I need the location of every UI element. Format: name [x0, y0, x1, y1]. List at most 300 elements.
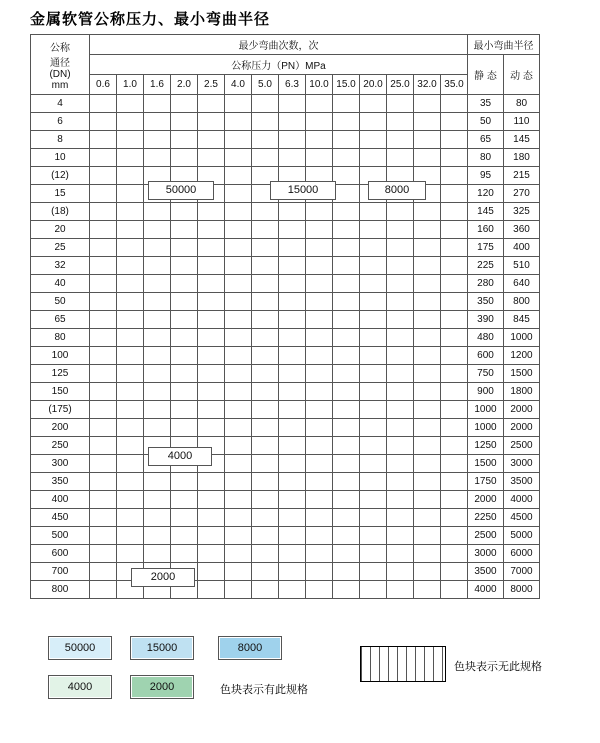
- cell-radius-static: 95: [468, 167, 504, 185]
- cell-pressure: [198, 203, 225, 221]
- cell-pressure: [90, 545, 117, 563]
- cell-pressure: [144, 329, 171, 347]
- cell-dn: 400: [31, 491, 90, 509]
- cell-pressure: [333, 545, 360, 563]
- cell-dn: 40: [31, 275, 90, 293]
- cell-pressure: [279, 545, 306, 563]
- cell-pressure: [252, 455, 279, 473]
- header-pn-value: 1.0: [117, 75, 144, 95]
- legend-box-2000: [130, 675, 194, 699]
- cell-pressure: [333, 383, 360, 401]
- cell-pressure: [252, 329, 279, 347]
- cell-pressure: [171, 113, 198, 131]
- cell-pressure: [252, 257, 279, 275]
- cell-pressure: [414, 275, 441, 293]
- legend-hatch-swatch: [360, 646, 446, 682]
- cell-pressure: [225, 455, 252, 473]
- cell-pressure: [387, 509, 414, 527]
- cell-pressure: [414, 239, 441, 257]
- cell-pressure: [279, 527, 306, 545]
- cell-pressure: [171, 131, 198, 149]
- cell-pressure: [171, 275, 198, 293]
- cell-pressure: [360, 95, 387, 113]
- cell-pressure: [171, 293, 198, 311]
- cell-pressure: [333, 491, 360, 509]
- cell-pressure: [144, 401, 171, 419]
- cell-dn: 25: [31, 239, 90, 257]
- cell-pressure: [414, 401, 441, 419]
- cell-pressure: [117, 131, 144, 149]
- header-pn-value: 25.0: [387, 75, 414, 95]
- cell-pressure: [198, 419, 225, 437]
- cell-pressure: [117, 329, 144, 347]
- cell-pressure: [414, 365, 441, 383]
- cell-pressure: [252, 275, 279, 293]
- cell-pressure: [198, 293, 225, 311]
- cell-pressure: [144, 257, 171, 275]
- cell-radius-dynamic: 640: [504, 275, 540, 293]
- legend-label-50000: 50000: [64, 642, 96, 654]
- cell-pressure: [198, 311, 225, 329]
- cell-pressure: [198, 257, 225, 275]
- overlay-value-box: 4000: [148, 447, 212, 466]
- cell-pressure: [414, 419, 441, 437]
- cell-radius-static: 50: [468, 113, 504, 131]
- cell-pressure: [387, 563, 414, 581]
- cell-pressure: [225, 293, 252, 311]
- cell-pressure: [144, 473, 171, 491]
- cell-pressure: [333, 203, 360, 221]
- legend-box-15000: [130, 636, 194, 660]
- overlay-value-box: 8000: [368, 181, 426, 200]
- table-row: [31, 455, 540, 473]
- cell-pressure: [171, 527, 198, 545]
- cell-pressure: [306, 329, 333, 347]
- cell-pressure: [360, 257, 387, 275]
- cell-pressure: [279, 455, 306, 473]
- cell-pressure: [171, 95, 198, 113]
- cell-pressure: [306, 365, 333, 383]
- legend-box-4000: [48, 675, 112, 699]
- cell-pressure: [117, 239, 144, 257]
- cell-pressure: [198, 149, 225, 167]
- cell-pressure: [90, 185, 117, 203]
- header-pn-value: 1.6: [144, 75, 171, 95]
- cell-pressure: [117, 275, 144, 293]
- cell-pressure: [252, 95, 279, 113]
- cell-pressure: [279, 311, 306, 329]
- cell-pressure: [90, 419, 117, 437]
- table-row: [31, 239, 540, 257]
- cell-pressure: [333, 581, 360, 599]
- cell-radius-static: 750: [468, 365, 504, 383]
- cell-pressure: [306, 149, 333, 167]
- cell-pressure: [252, 563, 279, 581]
- cell-pressure: [387, 239, 414, 257]
- cell-pressure: [90, 329, 117, 347]
- cell-pressure: [441, 545, 468, 563]
- cell-dn: 20: [31, 221, 90, 239]
- table-row: [31, 221, 540, 239]
- header-pn-value: 20.0: [360, 75, 387, 95]
- cell-pressure: [198, 347, 225, 365]
- cell-pressure: [252, 221, 279, 239]
- cell-pressure: [90, 203, 117, 221]
- cell-pressure: [333, 311, 360, 329]
- table-row: [31, 563, 540, 581]
- header-pn-value: 2.0: [171, 75, 198, 95]
- cell-pressure: [225, 473, 252, 491]
- header-pn-value: 4.0: [225, 75, 252, 95]
- cell-pressure: [252, 383, 279, 401]
- legend-label-2000: 2000: [149, 681, 175, 693]
- cell-pressure: [414, 437, 441, 455]
- cell-pressure: [117, 311, 144, 329]
- cell-radius-dynamic: 6000: [504, 545, 540, 563]
- cell-pressure: [333, 293, 360, 311]
- cell-pressure: [198, 545, 225, 563]
- cell-pressure: [387, 419, 414, 437]
- cell-pressure: [90, 527, 117, 545]
- table-row: [31, 95, 540, 113]
- cell-radius-static: 350: [468, 293, 504, 311]
- cell-dn: 50: [31, 293, 90, 311]
- table-row: [31, 365, 540, 383]
- cell-pressure: [252, 347, 279, 365]
- cell-pressure: [90, 131, 117, 149]
- cell-pressure: [252, 437, 279, 455]
- cell-radius-static: 3500: [468, 563, 504, 581]
- table-row: [31, 545, 540, 563]
- cell-dn: 450: [31, 509, 90, 527]
- cell-pressure: [441, 365, 468, 383]
- cell-pressure: [441, 311, 468, 329]
- cell-pressure: [333, 131, 360, 149]
- cell-pressure: [333, 347, 360, 365]
- cell-pressure: [441, 527, 468, 545]
- cell-dn: 350: [31, 473, 90, 491]
- table-row: [31, 581, 540, 599]
- cell-pressure: [441, 347, 468, 365]
- cell-pressure: [225, 545, 252, 563]
- cell-pressure: [198, 563, 225, 581]
- cell-radius-static: 1250: [468, 437, 504, 455]
- cell-pressure: [387, 311, 414, 329]
- cell-pressure: [117, 545, 144, 563]
- cell-pressure: [333, 455, 360, 473]
- cell-pressure: [279, 509, 306, 527]
- table-row: [31, 509, 540, 527]
- cell-pressure: [387, 473, 414, 491]
- cell-radius-static: 280: [468, 275, 504, 293]
- cell-pressure: [441, 239, 468, 257]
- cell-pressure: [252, 527, 279, 545]
- cell-pressure: [306, 419, 333, 437]
- cell-pressure: [360, 527, 387, 545]
- header-row-pn-values: [31, 75, 540, 95]
- cell-pressure: [198, 527, 225, 545]
- cell-pressure: [414, 257, 441, 275]
- cell-pressure: [225, 275, 252, 293]
- cell-pressure: [171, 365, 198, 383]
- cell-pressure: [90, 383, 117, 401]
- overlay-value-box: 50000: [148, 181, 214, 200]
- cell-pressure: [171, 383, 198, 401]
- cell-pressure: [171, 221, 198, 239]
- cell-pressure: [117, 185, 144, 203]
- cell-pressure: [144, 131, 171, 149]
- cell-dn: 15: [31, 185, 90, 203]
- cell-pressure: [117, 527, 144, 545]
- cell-pressure: [360, 311, 387, 329]
- cell-pressure: [90, 113, 117, 131]
- cell-radius-dynamic: 4500: [504, 509, 540, 527]
- cell-pressure: [441, 185, 468, 203]
- cell-pressure: [117, 509, 144, 527]
- header-row-1: [31, 35, 540, 55]
- cell-pressure: [90, 347, 117, 365]
- cell-pressure: [333, 401, 360, 419]
- cell-pressure: [90, 491, 117, 509]
- cell-pressure: [117, 383, 144, 401]
- header-row-2: [31, 55, 540, 75]
- cell-radius-dynamic: 510: [504, 257, 540, 275]
- cell-pressure: [252, 131, 279, 149]
- cell-pressure: [144, 221, 171, 239]
- header-dn-line-2: 通径: [50, 57, 70, 69]
- cell-radius-static: 1500: [468, 455, 504, 473]
- cell-radius-dynamic: 4000: [504, 491, 540, 509]
- cell-dn: 100: [31, 347, 90, 365]
- cell-pressure: [90, 563, 117, 581]
- cell-pressure: [144, 113, 171, 131]
- cell-radius-static: 145: [468, 203, 504, 221]
- cell-pressure: [117, 401, 144, 419]
- cell-radius-dynamic: 325: [504, 203, 540, 221]
- cell-pressure: [441, 95, 468, 113]
- table-row: [31, 401, 540, 419]
- cell-pressure: [225, 365, 252, 383]
- cell-pressure: [360, 329, 387, 347]
- cell-pressure: [117, 293, 144, 311]
- cell-pressure: [225, 509, 252, 527]
- cell-pressure: [279, 239, 306, 257]
- cell-pressure: [117, 473, 144, 491]
- cell-pressure: [144, 149, 171, 167]
- cell-pressure: [90, 581, 117, 599]
- cell-pressure: [441, 221, 468, 239]
- header-dn-cell: [31, 35, 90, 95]
- cell-pressure: [360, 437, 387, 455]
- cell-pressure: [306, 491, 333, 509]
- cell-pressure: [171, 545, 198, 563]
- cell-pressure: [279, 401, 306, 419]
- table-row: [31, 347, 540, 365]
- cell-radius-dynamic: 400: [504, 239, 540, 257]
- cell-pressure: [90, 257, 117, 275]
- cell-pressure: [441, 131, 468, 149]
- cell-pressure: [306, 221, 333, 239]
- cell-pressure: [306, 383, 333, 401]
- cell-pressure: [360, 473, 387, 491]
- cell-pressure: [117, 455, 144, 473]
- cell-pressure: [387, 131, 414, 149]
- cell-dn: 200: [31, 419, 90, 437]
- legend-note-hatch: 色块表示无此规格: [454, 661, 542, 673]
- cell-pressure: [360, 491, 387, 509]
- cell-pressure: [360, 581, 387, 599]
- cell-pressure: [279, 419, 306, 437]
- cell-pressure: [225, 257, 252, 275]
- cell-pressure: [225, 149, 252, 167]
- cell-pressure: [252, 401, 279, 419]
- cell-pressure: [90, 95, 117, 113]
- cell-radius-dynamic: 5000: [504, 527, 540, 545]
- cell-pressure: [333, 563, 360, 581]
- cell-pressure: [279, 95, 306, 113]
- cell-pressure: [90, 221, 117, 239]
- cell-pressure: [198, 365, 225, 383]
- cell-pressure: [441, 419, 468, 437]
- cell-pressure: [441, 149, 468, 167]
- cell-pressure: [333, 527, 360, 545]
- cell-pressure: [306, 473, 333, 491]
- cell-pressure: [414, 509, 441, 527]
- header-pn-value: 32.0: [414, 75, 441, 95]
- cell-pressure: [279, 473, 306, 491]
- cell-pressure: [252, 419, 279, 437]
- cell-radius-dynamic: 360: [504, 221, 540, 239]
- cell-pressure: [225, 203, 252, 221]
- table-body: [31, 95, 540, 599]
- cell-pressure: [225, 221, 252, 239]
- cell-pressure: [117, 437, 144, 455]
- legend-box-50000: [48, 636, 112, 660]
- cell-pressure: [171, 347, 198, 365]
- cell-pressure: [252, 491, 279, 509]
- cell-pressure: [171, 473, 198, 491]
- cell-pressure: [279, 563, 306, 581]
- cell-pressure: [306, 95, 333, 113]
- cell-radius-dynamic: 215: [504, 167, 540, 185]
- cell-radius-static: 4000: [468, 581, 504, 599]
- header-dn-line-4: mm: [51, 79, 69, 91]
- cell-pressure: [414, 581, 441, 599]
- cell-pressure: [306, 275, 333, 293]
- cell-pressure: [198, 401, 225, 419]
- cell-pressure: [252, 239, 279, 257]
- cell-pressure: [333, 239, 360, 257]
- cell-radius-static: 1000: [468, 401, 504, 419]
- cell-dn: 600: [31, 545, 90, 563]
- cell-pressure: [117, 419, 144, 437]
- cell-pressure: [279, 365, 306, 383]
- cell-pressure: [333, 509, 360, 527]
- cell-pressure: [90, 401, 117, 419]
- cell-pressure: [414, 383, 441, 401]
- cell-pressure: [387, 149, 414, 167]
- cell-pressure: [225, 167, 252, 185]
- table-row: [31, 113, 540, 131]
- cell-radius-dynamic: 1000: [504, 329, 540, 347]
- cell-dn: 32: [31, 257, 90, 275]
- cell-pressure: [198, 275, 225, 293]
- cell-pressure: [387, 95, 414, 113]
- cell-pressure: [333, 365, 360, 383]
- cell-pressure: [441, 473, 468, 491]
- cell-radius-static: 390: [468, 311, 504, 329]
- cell-pressure: [414, 347, 441, 365]
- spec-table: [30, 34, 540, 599]
- cell-dn: 150: [31, 383, 90, 401]
- cell-pressure: [171, 257, 198, 275]
- cell-dn: 8: [31, 131, 90, 149]
- cell-pressure: [90, 293, 117, 311]
- cell-dn: 300: [31, 455, 90, 473]
- cell-pressure: [333, 437, 360, 455]
- cell-pressure: [333, 95, 360, 113]
- cell-pressure: [144, 95, 171, 113]
- cell-pressure: [360, 113, 387, 131]
- cell-pressure: [279, 437, 306, 455]
- cell-pressure: [306, 401, 333, 419]
- cell-pressure: [387, 329, 414, 347]
- cell-pressure: [225, 419, 252, 437]
- cell-radius-static: 65: [468, 131, 504, 149]
- cell-pressure: [306, 347, 333, 365]
- cell-pressure: [90, 311, 117, 329]
- cell-dn: 125: [31, 365, 90, 383]
- cell-pressure: [171, 419, 198, 437]
- cell-pressure: [441, 383, 468, 401]
- table-row: [31, 329, 540, 347]
- cell-pressure: [252, 509, 279, 527]
- cell-pressure: [306, 581, 333, 599]
- cell-dn: 800: [31, 581, 90, 599]
- cell-pressure: [387, 455, 414, 473]
- cell-pressure: [171, 149, 198, 167]
- header-pn-value: 0.6: [90, 75, 117, 95]
- cell-pressure: [252, 545, 279, 563]
- cell-radius-static: 80: [468, 149, 504, 167]
- cell-pressure: [279, 383, 306, 401]
- table-row: [31, 473, 540, 491]
- cell-pressure: [333, 275, 360, 293]
- cell-pressure: [171, 509, 198, 527]
- cell-pressure: [414, 131, 441, 149]
- cell-pressure: [414, 473, 441, 491]
- cell-pressure: [306, 563, 333, 581]
- cell-dn: 6: [31, 113, 90, 131]
- cell-pressure: [360, 293, 387, 311]
- cell-pressure: [225, 437, 252, 455]
- cell-radius-dynamic: 7000: [504, 563, 540, 581]
- table-header: [31, 35, 540, 95]
- table-row: [31, 527, 540, 545]
- cell-pressure: [441, 203, 468, 221]
- cell-pressure: [117, 491, 144, 509]
- cell-radius-static: 35: [468, 95, 504, 113]
- header-bend-times: 最少弯曲次数，次: [90, 35, 468, 55]
- cell-dn: 4: [31, 95, 90, 113]
- cell-pressure: [333, 221, 360, 239]
- cell-pressure: [252, 311, 279, 329]
- header-pn-value: 15.0: [333, 75, 360, 95]
- cell-pressure: [225, 563, 252, 581]
- header-pn-value: 5.0: [252, 75, 279, 95]
- cell-pressure: [387, 491, 414, 509]
- cell-pressure: [198, 473, 225, 491]
